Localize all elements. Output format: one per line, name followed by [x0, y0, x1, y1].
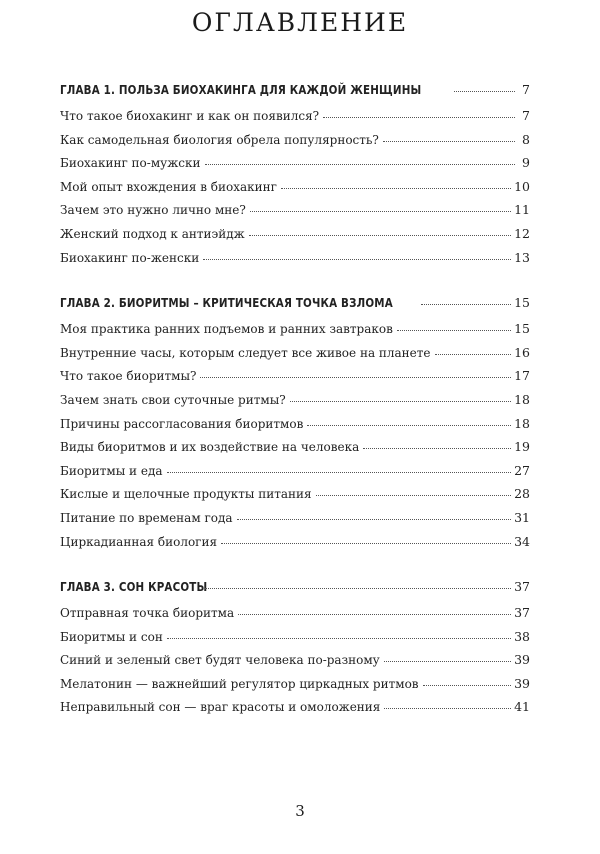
toc-entry[interactable]	[60, 250, 530, 274]
page-number: 10	[514, 178, 530, 194]
toc-entry[interactable]	[60, 699, 530, 723]
dot-leader	[383, 141, 515, 142]
chapter-title: ГЛАВА 2. БИОРИТМЫ – КРИТИЧЕСКАЯ ТОЧКА ВЗЛОМА	[60, 296, 393, 311]
entry-title: Циркадианная биология	[60, 534, 218, 549]
page-number: 37	[514, 605, 530, 621]
dot-leader	[290, 401, 511, 402]
entry-title: Причины рассогласования биоритмов	[60, 416, 304, 431]
page-number: 18	[514, 391, 530, 407]
toc-entry[interactable]	[60, 226, 530, 250]
dot-leader	[363, 448, 511, 449]
page-number: 39	[514, 675, 530, 691]
page-number: 11	[514, 202, 530, 218]
dot-leader	[316, 495, 511, 496]
chapter-2	[60, 295, 530, 557]
entry-title: Как самодельная биология обрела популярность?	[60, 132, 379, 147]
toc-entry[interactable]	[60, 629, 530, 653]
entry-title: Зачем это нужно лично мне?	[60, 203, 246, 218]
entry-title: Биоритмы и еда	[60, 463, 163, 478]
dot-leader	[167, 638, 511, 639]
page-number: 37	[514, 579, 530, 595]
page-number: 41	[514, 699, 530, 715]
chapter-3	[60, 579, 530, 723]
toc-entry[interactable]	[60, 534, 530, 558]
page-number: 9	[522, 155, 530, 171]
page-number: 7	[522, 82, 530, 97]
page-number: 8	[522, 131, 530, 147]
page-number: 39	[514, 652, 530, 668]
page-number: 38	[514, 628, 530, 644]
page-number: 15	[514, 295, 530, 311]
chapter-title: ГЛАВА 3. СОН КРАСОТЫ	[60, 580, 208, 595]
dot-leader	[384, 661, 511, 662]
toc-entry[interactable]	[60, 510, 530, 534]
page-number: 34	[514, 533, 530, 549]
entry-title: Моя практика ранних подъемов и ранних завтраков	[60, 322, 393, 337]
entry-title: Биохакинг по-мужски	[60, 156, 201, 171]
entry-title: Неправильный сон — враг красоты и омоложения	[60, 700, 381, 715]
entry-title: Зачем знать свои суточные ритмы?	[60, 392, 286, 407]
chapter-heading[interactable]	[60, 579, 530, 605]
entry-title: Биохакинг по-женски	[60, 250, 200, 265]
chapter-heading[interactable]	[60, 82, 530, 108]
toc-entry[interactable]	[60, 368, 530, 392]
toc-entry[interactable]	[60, 486, 530, 510]
entry-title: Женский подход к антиэйдж	[60, 226, 245, 241]
page-number: 12	[514, 225, 530, 241]
dot-leader	[250, 211, 511, 212]
dot-leader	[249, 235, 511, 236]
entry-title: Кислые и щелочные продукты питания	[60, 487, 312, 502]
toc-entry[interactable]	[60, 416, 530, 440]
page-number: 15	[514, 321, 530, 337]
toc-entry[interactable]	[60, 345, 530, 369]
dot-leader	[237, 519, 512, 520]
dot-leader	[323, 117, 515, 118]
page-number: 31	[514, 509, 530, 525]
page-number: 19	[514, 439, 530, 455]
toc-entry[interactable]	[60, 155, 530, 179]
toc-entry[interactable]	[60, 202, 530, 226]
toc-entry[interactable]	[60, 108, 530, 132]
entry-title: Биоритмы и сон	[60, 629, 163, 644]
dot-leader	[454, 91, 515, 92]
page-number: 16	[514, 344, 530, 360]
toc-entry[interactable]	[60, 132, 530, 156]
toc-entry[interactable]	[60, 179, 530, 203]
dot-leader	[421, 304, 511, 305]
entry-title: Отправная точка биоритма	[60, 606, 235, 621]
entry-title: Виды биоритмов и их воздействие на человека	[60, 440, 360, 455]
toc-entry[interactable]	[60, 392, 530, 416]
toc-entry[interactable]	[60, 321, 530, 345]
dot-leader	[307, 425, 511, 426]
entry-title: Мой опыт вхождения в биохакинг	[60, 179, 277, 194]
page-number: 27	[514, 462, 530, 478]
toc-entry[interactable]	[60, 652, 530, 676]
dot-leader	[205, 588, 511, 589]
chapter-1	[60, 82, 530, 273]
entry-title: Что такое биохакинг и как он появился?	[60, 109, 320, 123]
dot-leader	[221, 543, 511, 544]
page-folio: 3	[295, 802, 305, 820]
dot-leader	[200, 377, 511, 378]
toc-entry[interactable]	[60, 605, 530, 629]
page-number: 13	[514, 249, 530, 265]
chapter-heading[interactable]	[60, 295, 530, 321]
entry-title: Мелатонин — важнейший регулятор циркадных ритмов	[60, 676, 419, 691]
entry-title: Питание по временам года	[60, 510, 233, 525]
dot-leader	[167, 472, 512, 473]
dot-leader	[281, 188, 511, 189]
dot-leader	[435, 354, 512, 355]
page-number: 18	[514, 415, 530, 431]
dot-leader	[205, 164, 516, 165]
toc-entry[interactable]	[60, 463, 530, 487]
chapter-title: ГЛАВА 1. ПОЛЬЗА БИОХАКИНГА ДЛЯ КАЖДОЙ ЖЕНЩИНЫ	[60, 83, 422, 97]
page-number: 17	[514, 368, 530, 384]
page-number: 7	[522, 108, 530, 123]
dot-leader	[423, 685, 512, 686]
dot-leader	[203, 259, 511, 260]
toc-entry[interactable]	[60, 676, 530, 700]
table-of-contents	[60, 82, 530, 745]
dot-leader	[384, 708, 511, 709]
entry-title: Внутренние часы, которым следует все живое на планете	[60, 345, 431, 360]
dot-leader	[397, 330, 511, 331]
page-title: ОГЛАВЛЕНИЕ	[191, 8, 409, 37]
toc-entry[interactable]	[60, 439, 530, 463]
entry-title: Синий и зеленый свет будят человека по-разному	[60, 653, 380, 668]
entry-title: Что такое биоритмы?	[60, 369, 197, 384]
page-number: 28	[514, 486, 530, 502]
dot-leader	[238, 614, 511, 615]
